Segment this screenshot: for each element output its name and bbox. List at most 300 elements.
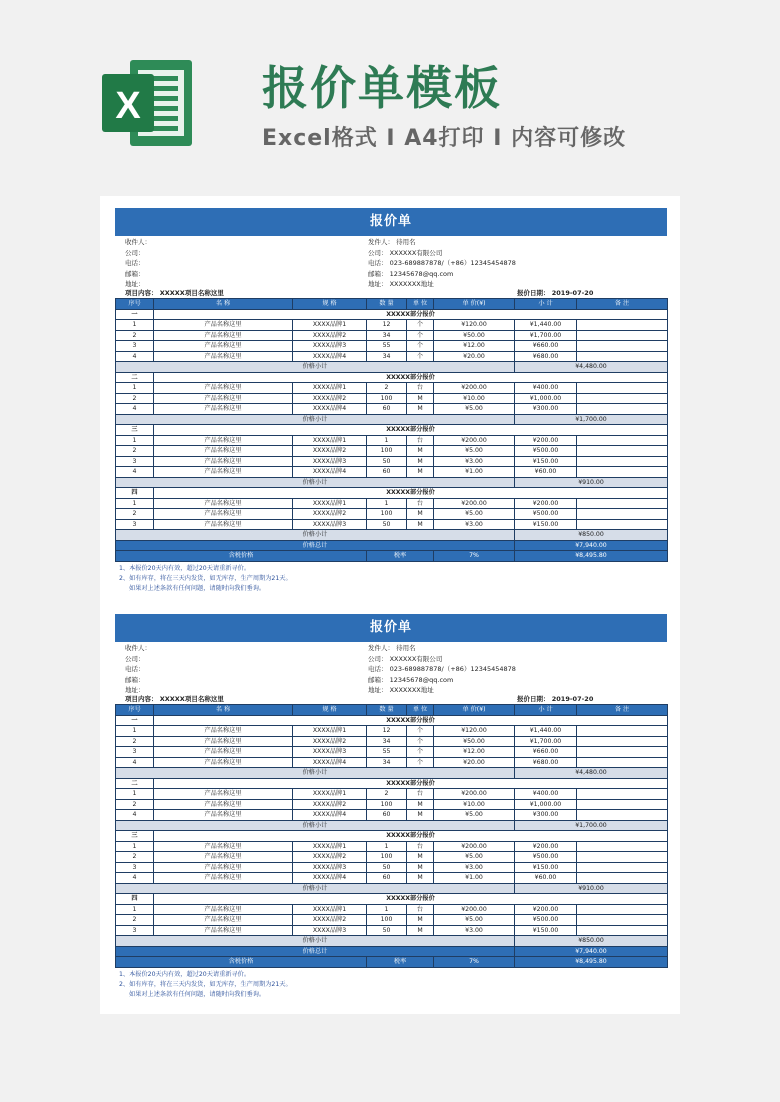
table-cell: XXXX品牌3 [293,341,367,352]
table-cell: M [407,925,434,936]
column-header: 单 位 [407,705,434,716]
table-cell: ¥5.00 [434,509,515,520]
recipient-field: 地址： [125,280,145,288]
table-cell: ¥10.00 [434,799,515,810]
table-cell: ¥200.00 [515,435,577,446]
table-cell: ¥500.00 [515,852,577,863]
table-row [116,351,668,362]
table-row [116,925,668,936]
table-cell: 台 [407,383,434,394]
recipient-field: 邮箱： [125,269,145,278]
sender-field: 地址： XXXXXXX地址 [368,280,434,288]
table-cell: 34 [367,736,407,747]
subtotal-value: ¥910.00 [515,883,668,894]
table-cell: 4 [116,404,154,415]
table-cell: 50 [367,862,407,873]
table-cell: 产品名称这里 [154,435,293,446]
table-cell: 12 [367,320,407,331]
table-cell: 3 [116,747,154,758]
table-row [116,810,668,821]
table-cell: 3 [116,341,154,352]
subtotal-label: 价格小计 [116,768,515,779]
terms-notes [115,970,667,1000]
table-cell: 个 [407,320,434,331]
project-line [115,695,667,704]
table-cell: 60 [367,810,407,821]
table-cell: 个 [407,351,434,362]
table-cell: ¥5.00 [434,404,515,415]
table-cell: 12 [367,726,407,737]
subtotal-value: ¥4,480.00 [515,362,668,373]
quote-date: 报价日期： 2019-07-20 [517,695,594,703]
table-cell: ¥10.00 [434,393,515,404]
table-cell: 60 [367,873,407,884]
table-cell: ¥200.00 [434,789,515,800]
table-cell: ¥200.00 [515,904,577,915]
contact-info [115,642,667,695]
column-header: 数 量 [367,299,407,310]
subtotal-value: ¥910.00 [515,477,668,488]
table-cell: XXXX品牌2 [293,799,367,810]
section-label: XXXXX部分报价 [154,778,668,789]
table-cell: XXXX品牌1 [293,841,367,852]
sender-field: 地址： XXXXXXX地址 [368,686,434,694]
subtotal-value: ¥1,700.00 [515,820,668,831]
section-label: XXXXX部分报价 [154,715,668,726]
table-cell: ¥50.00 [434,736,515,747]
table-row [116,736,668,747]
table-cell [577,341,668,352]
table-cell: 100 [367,852,407,863]
table-cell: 2 [116,330,154,341]
terms-note: 2、如有库存，将在三天内发货，如无库存，生产周期为21天。 [119,980,292,988]
tax-row [116,957,668,968]
sender-field: 公司： XXXXXX有限公司 [368,248,443,257]
table-cell: 4 [116,810,154,821]
table-cell: ¥1,440.00 [515,726,577,737]
excel-logo-letter: X [115,85,141,127]
table-cell: 3 [116,862,154,873]
recipient-field: 收件人： [125,644,151,652]
table-cell: 60 [367,404,407,415]
table-cell [577,757,668,768]
table-cell: 4 [116,757,154,768]
terms-notes [115,564,667,594]
table-cell [577,841,668,852]
table-cell: M [407,404,434,415]
table-cell: ¥120.00 [434,726,515,737]
table-cell [577,799,668,810]
section-number: 四 [116,488,154,499]
table-cell: XXXX品牌2 [293,393,367,404]
table-cell: 1 [116,435,154,446]
table-cell: 1 [116,498,154,509]
subtotal-label: 价格小计 [116,414,515,425]
table-cell [577,873,668,884]
table-cell: 1 [367,435,407,446]
table-cell: 100 [367,446,407,457]
table-cell: 60 [367,467,407,478]
table-row [116,393,668,404]
table-cell: 产品名称这里 [154,456,293,467]
column-header: 名 称 [154,705,293,716]
table-header-row [116,299,668,310]
table-cell: ¥60.00 [515,873,577,884]
column-header: 规 格 [293,299,367,310]
section-label: XXXXX部分报价 [154,831,668,842]
terms-note: 1、本报价20天内有效，超过20天请重新寻价。 [119,970,251,978]
table-cell: 个 [407,341,434,352]
table-cell: 2 [116,915,154,926]
table-cell: ¥5.00 [434,810,515,821]
table-cell [577,393,668,404]
table-cell [577,862,668,873]
table-cell: XXXX品牌2 [293,330,367,341]
table-cell: 产品名称这里 [154,320,293,331]
table-cell: XXXX品牌1 [293,726,367,737]
table-cell: ¥150.00 [515,862,577,873]
table-cell: XXXX品牌2 [293,446,367,457]
table-cell: 2 [116,799,154,810]
table-cell: 产品名称这里 [154,873,293,884]
section-label: XXXXX部分报价 [154,488,668,499]
table-cell: M [407,915,434,926]
subtotal-row [116,362,668,373]
table-cell: ¥5.00 [434,852,515,863]
section-label: XXXXX部分报价 [154,894,668,905]
table-cell [577,351,668,362]
table-cell: ¥1,000.00 [515,799,577,810]
table-cell: 产品名称这里 [154,498,293,509]
section-label: XXXXX部分报价 [154,372,668,383]
table-cell: 100 [367,915,407,926]
table-cell: ¥5.00 [434,915,515,926]
table-cell: 产品名称这里 [154,383,293,394]
table-cell: XXXX品牌2 [293,736,367,747]
table-cell: XXXX品牌1 [293,904,367,915]
table-cell: M [407,810,434,821]
section-number: 四 [116,894,154,905]
table-cell: XXXX品牌3 [293,862,367,873]
column-header: 备 注 [577,299,668,310]
terms-note: 1、本报价20天内有效，超过20天请重新寻价。 [119,564,251,572]
subtotal-value: ¥850.00 [515,530,668,541]
table-cell: 50 [367,925,407,936]
table-cell: ¥12.00 [434,747,515,758]
table-cell: 产品名称这里 [154,841,293,852]
tax-rate-value: 7% [434,551,515,562]
table-cell: 产品名称这里 [154,519,293,530]
table-cell: ¥300.00 [515,810,577,821]
table-cell: ¥12.00 [434,341,515,352]
table-cell: 100 [367,509,407,520]
table-cell: ¥400.00 [515,383,577,394]
table-row [116,404,668,415]
total-label: 价格总计 [116,946,515,957]
column-header: 名 称 [154,299,293,310]
table-cell: 2 [116,852,154,863]
column-header: 单 价(¥) [434,705,515,716]
paper-preview [100,196,680,1014]
column-header: 小 计 [515,705,577,716]
terms-note: 2、如有库存，将在三天内发货，如无库存，生产周期为21天。 [119,574,292,582]
table-cell: 1 [367,904,407,915]
table-cell: ¥680.00 [515,351,577,362]
table-cell: ¥500.00 [515,915,577,926]
sheet-title: 报价单 [115,614,667,642]
sender-field: 电话： 023-689887878/（+86）12345454878 [368,259,516,267]
section-number: 一 [116,309,154,320]
table-cell: M [407,862,434,873]
table-cell: ¥150.00 [515,456,577,467]
table-cell [577,456,668,467]
table-cell [577,509,668,520]
table-cell [577,383,668,394]
project-content: 项目内容： XXXXX项目名称这里 [125,289,224,297]
table-cell: ¥500.00 [515,509,577,520]
section-number: 二 [116,778,154,789]
table-cell: 产品名称这里 [154,446,293,457]
table-cell: 1 [367,841,407,852]
table-cell: 4 [116,467,154,478]
table-cell: 产品名称这里 [154,904,293,915]
table-cell: 1 [116,841,154,852]
table-cell: 产品名称这里 [154,852,293,863]
table-cell: ¥150.00 [515,925,577,936]
table-cell: 34 [367,757,407,768]
subtotal-row [116,477,668,488]
table-cell: 产品名称这里 [154,351,293,362]
table-row [116,509,668,520]
table-cell: ¥300.00 [515,404,577,415]
table-cell: 产品名称这里 [154,509,293,520]
subtotal-row [116,820,668,831]
project-line [115,289,667,298]
sender-field: 公司： XXXXXX有限公司 [368,654,443,663]
table-cell [577,498,668,509]
table-cell: M [407,509,434,520]
section-number: 二 [116,372,154,383]
table-cell: 产品名称这里 [154,736,293,747]
column-header: 规 格 [293,705,367,716]
section-header-row [116,488,668,499]
table-row [116,873,668,884]
table-row [116,498,668,509]
table-cell: 2 [116,393,154,404]
tax-rate-value: 7% [434,957,515,968]
banner-subtitle: Excel格式 I A4打印 I 内容可修改 [262,126,627,151]
table-cell: 34 [367,330,407,341]
table-cell: ¥3.00 [434,925,515,936]
table-cell: 2 [116,736,154,747]
table-cell: ¥660.00 [515,341,577,352]
table-cell: M [407,456,434,467]
tax-row [116,551,668,562]
subtotal-label: 价格小计 [116,530,515,541]
table-cell [577,446,668,457]
table-cell: ¥1,440.00 [515,320,577,331]
table-cell: ¥200.00 [434,435,515,446]
table-cell: 产品名称这里 [154,799,293,810]
table-cell: ¥680.00 [515,757,577,768]
section-header-row [116,425,668,436]
table-row [116,330,668,341]
subtotal-label: 价格小计 [116,820,515,831]
subtotal-label: 价格小计 [116,477,515,488]
section-header-row [116,831,668,842]
table-cell: ¥500.00 [515,446,577,457]
table-cell: ¥20.00 [434,351,515,362]
table-cell [577,519,668,530]
table-cell: 2 [367,383,407,394]
table-cell [577,747,668,758]
total-row [116,540,668,551]
table-row [116,383,668,394]
table-cell: ¥1.00 [434,467,515,478]
table-cell: 2 [116,446,154,457]
subtotal-value: ¥1,700.00 [515,414,668,425]
subtotal-value: ¥850.00 [515,936,668,947]
table-cell [577,320,668,331]
table-cell: 产品名称这里 [154,925,293,936]
table-cell: M [407,393,434,404]
table-cell: 产品名称这里 [154,789,293,800]
project-content: 项目内容： XXXXX项目名称这里 [125,695,224,703]
table-cell: 产品名称这里 [154,915,293,926]
quote-sheet-2 [115,614,667,1000]
table-cell [577,736,668,747]
table-row [116,789,668,800]
table-cell: 产品名称这里 [154,726,293,737]
banner-title: 报价单模板 [262,61,502,115]
table-cell: 个 [407,736,434,747]
table-cell: XXXX品牌4 [293,351,367,362]
section-header-row [116,372,668,383]
table-cell: XXXX品牌4 [293,873,367,884]
table-cell: XXXX品牌1 [293,789,367,800]
table-cell: ¥150.00 [515,519,577,530]
table-cell: 1 [116,726,154,737]
table-cell: ¥1.00 [434,873,515,884]
subtotal-row [116,768,668,779]
subtotal-row [116,414,668,425]
table-cell [577,726,668,737]
subtotal-label: 价格小计 [116,362,515,373]
recipient-field: 邮箱： [125,675,145,684]
table-cell: XXXX品牌4 [293,467,367,478]
table-cell: 台 [407,789,434,800]
table-cell: 4 [116,873,154,884]
table-cell: XXXX品牌3 [293,519,367,530]
total-value: ¥7,940.00 [515,946,668,957]
tax-price-label: 含税价格 [116,957,367,968]
table-cell: 产品名称这里 [154,393,293,404]
table-cell: ¥1,700.00 [515,330,577,341]
tax-total-value: ¥8,495.80 [515,551,668,562]
table-cell: 台 [407,841,434,852]
table-cell: ¥200.00 [434,498,515,509]
table-cell: 个 [407,757,434,768]
table-cell: 台 [407,435,434,446]
excel-logo-icon [100,56,196,150]
table-cell: ¥200.00 [515,498,577,509]
table-row [116,799,668,810]
table-row [116,852,668,863]
table-row [116,456,668,467]
table-cell: M [407,799,434,810]
table-cell: 个 [407,330,434,341]
table-cell: 台 [407,904,434,915]
sender-field: 发件人： 待用名 [368,644,416,652]
table-cell: ¥3.00 [434,862,515,873]
table-cell: ¥5.00 [434,446,515,457]
tax-rate-label: 税率 [367,957,434,968]
table-cell: ¥3.00 [434,456,515,467]
total-value: ¥7,940.00 [515,540,668,551]
table-row [116,519,668,530]
contact-info [115,236,667,289]
table-cell: 100 [367,393,407,404]
table-cell: XXXX品牌3 [293,925,367,936]
section-label: XXXXX部分报价 [154,425,668,436]
table-cell: 55 [367,341,407,352]
recipient-field: 公司： [125,248,145,257]
tax-total-value: ¥8,495.80 [515,957,668,968]
subtotal-value: ¥4,480.00 [515,768,668,779]
table-cell: 产品名称这里 [154,330,293,341]
column-header: 序号 [116,299,154,310]
table-cell: 55 [367,747,407,758]
table-row [116,341,668,352]
table-cell: M [407,873,434,884]
table-cell: 个 [407,726,434,737]
subtotal-row [116,883,668,894]
section-header-row [116,715,668,726]
table-cell: 3 [116,925,154,936]
table-cell: 50 [367,456,407,467]
quote-table [115,298,668,562]
table-cell: 产品名称这里 [154,757,293,768]
table-cell: 34 [367,351,407,362]
table-cell: XXXX品牌1 [293,435,367,446]
table-cell [577,467,668,478]
table-cell: M [407,467,434,478]
table-row [116,320,668,331]
subtotal-label: 价格小计 [116,883,515,894]
table-cell: 1 [116,383,154,394]
table-cell: 产品名称这里 [154,810,293,821]
table-cell: XXXX品牌1 [293,383,367,394]
table-cell: ¥1,000.00 [515,393,577,404]
tax-rate-label: 税率 [367,551,434,562]
recipient-field: 公司： [125,654,145,663]
table-cell: ¥200.00 [515,841,577,852]
quote-date: 报价日期： 2019-07-20 [517,289,594,297]
column-header: 数 量 [367,705,407,716]
table-cell: XXXX品牌3 [293,456,367,467]
subtotal-label: 价格小计 [116,936,515,947]
table-cell: 3 [116,456,154,467]
table-cell [577,435,668,446]
table-cell: ¥60.00 [515,467,577,478]
section-header-row [116,894,668,905]
table-cell: 产品名称这里 [154,341,293,352]
table-row [116,862,668,873]
table-cell: ¥200.00 [434,904,515,915]
table-cell: 产品名称这里 [154,467,293,478]
table-cell: 1 [367,498,407,509]
table-row [116,904,668,915]
